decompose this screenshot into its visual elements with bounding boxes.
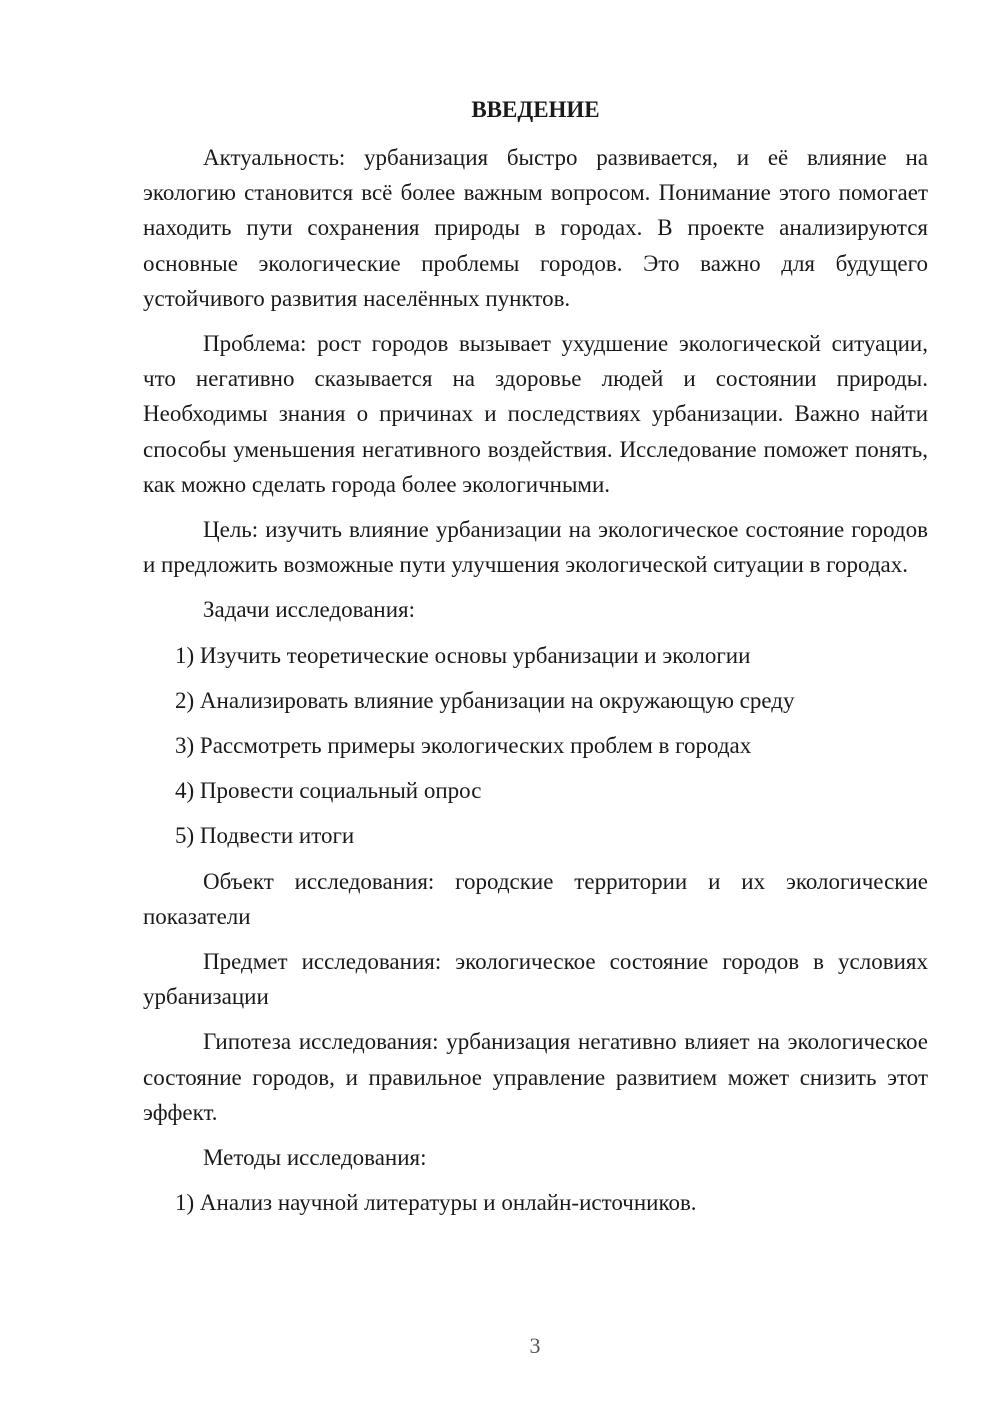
object-paragraph: Объект исследования: городские территории и их экологические показатели bbox=[143, 868, 928, 929]
page-title: ВВЕДЕНИЕ bbox=[471, 97, 600, 122]
task-item: 3) Рассмотреть примеры экологических проблем в городах bbox=[175, 733, 752, 759]
task-item: 2) Анализировать влияние урбанизации на окружающую среду bbox=[175, 687, 795, 713]
task-item: 4) Провести социальный опрос bbox=[175, 778, 482, 804]
goal-paragraph: Цель: изучить влияние урбанизации на экологическое состояние городов и предложить возможные пути улучшения экологической ситуации в городах. bbox=[143, 517, 928, 578]
subject-paragraph: Предмет исследования: экологическое состояние городов в условиях урбанизации bbox=[143, 949, 928, 1010]
page-number: 3 bbox=[529, 1333, 541, 1358]
hypothesis-paragraph: Гипотеза исследования: урбанизация негативно влияет на экологическое состояние городов, и правильное управление развитием может снизить этот эффект. bbox=[143, 1029, 928, 1125]
task-item: 5) Подвести итоги bbox=[175, 823, 355, 849]
methods-label: Методы исследования: bbox=[203, 1145, 427, 1171]
relevance-paragraph: Актуальность: урбанизация быстро развивается, и её влияние на экологию становится всё более важным вопросом. Понимание этого помогает находить пути сохранения природы в городах. В проекте анализируются основные экологические проблемы городов. Это важно для будущего устойчивого развития населённых пунктов. bbox=[143, 145, 928, 311]
task-item: 1) Изучить теоретические основы урбанизации и экологии bbox=[175, 642, 751, 668]
document-page bbox=[143, 92, 928, 1230]
method-item: 1) Анализ научной литературы и онлайн-источников. bbox=[175, 1190, 697, 1216]
problem-paragraph: Проблема: рост городов вызывает ухудшение экологической ситуации, что негативно сказывается на здоровье людей и состоянии природы. Необходимы знания о причинах и последствиях урбанизации. Важно найти способы уменьшения негативного воздействия. Исследование поможет понять, как можно сделать города более экологичными. bbox=[143, 331, 928, 497]
tasks-label: Задачи исследования: bbox=[203, 597, 416, 623]
